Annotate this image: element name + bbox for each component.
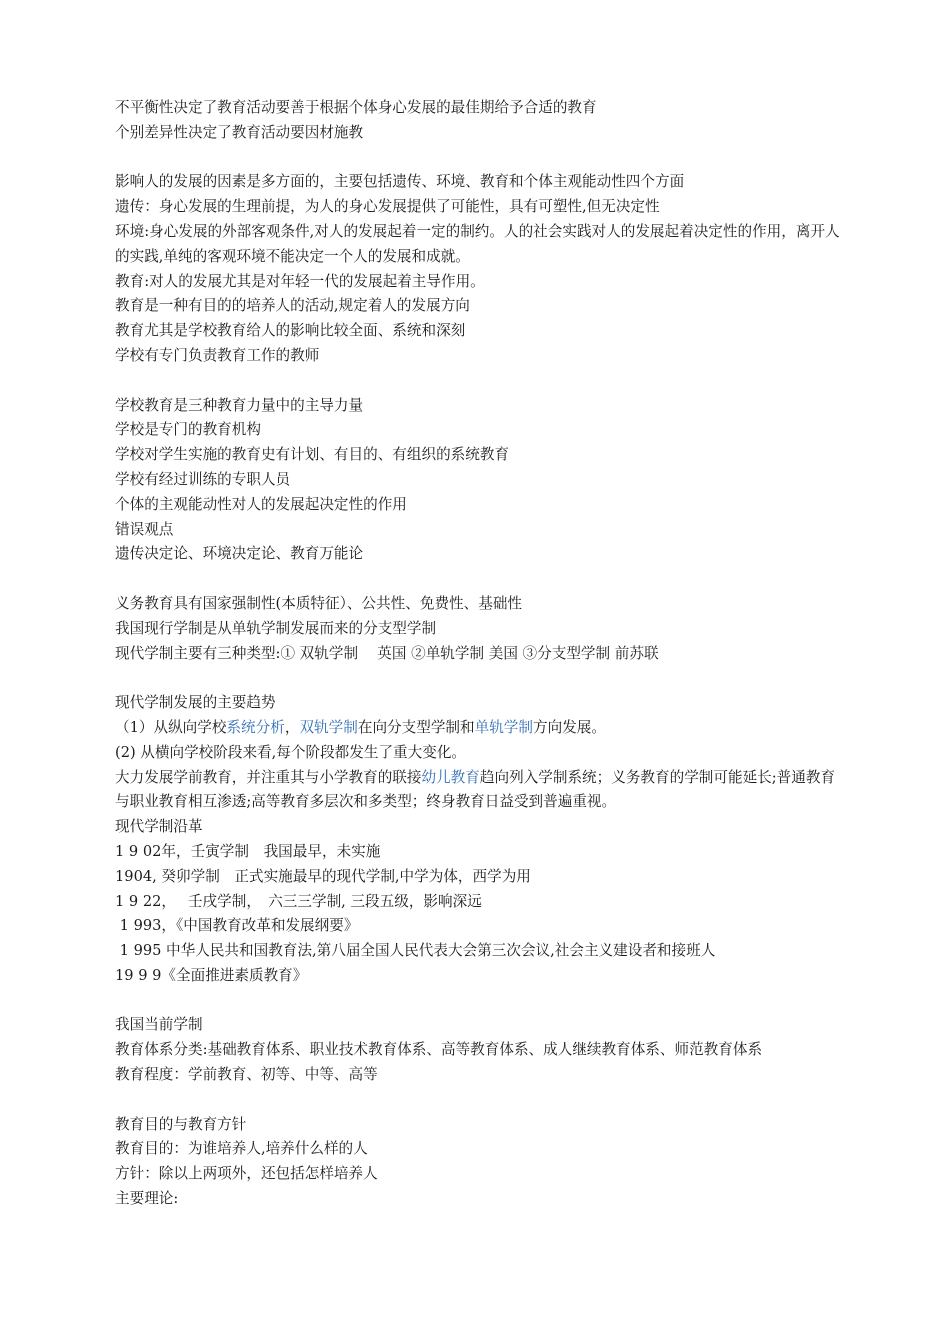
paragraph: 教育目的：为谁培养人,培养什么样的人 — [115, 1140, 368, 1158]
paragraph: 不平衡性决定了教育活动要善于根据个体身心发展的最佳期给予合适的教育 — [115, 99, 597, 116]
link-single-track-system[interactable]: 单轨学制 — [474, 718, 533, 736]
paragraph: 1904, 癸卯学制 正式实施最早的现代学制,中学为体，西学为用 — [115, 867, 531, 885]
paragraph: 我国现行学制是从单轨学制发展而来的分支型学制 — [115, 619, 437, 637]
paragraph: 学校有专门负责教育工作的教师 — [115, 346, 320, 364]
paragraph: 遗传：身心发展的生理前提，为人的身心发展提供了可能性，具有可塑性,但无决定性 — [115, 198, 660, 216]
paragraph: 教育是一种有目的的培养人的活动,规定着人的发展方向 — [115, 297, 470, 315]
paragraph-with-links — [115, 716, 840, 741]
text-run: 方向发展。 — [533, 718, 606, 736]
text-run: 大力发展学前教育，并注重其与小学教育的联接 — [115, 768, 422, 786]
text-run: （1）从纵向学校 — [115, 718, 227, 736]
paragraph: 19 9 9《全面推进素质教育》 — [115, 966, 308, 984]
blank-line — [115, 146, 840, 171]
paragraph: 学校是专门的教育机构 — [115, 421, 261, 439]
paragraph: 主要理论: — [115, 1190, 179, 1208]
paragraph: 教育:对人的发展尤其是对年轻一代的发展起着主导作用。 — [115, 272, 485, 290]
paragraph: 环境:身心发展的外部客观条件,对人的发展起着一定的制约。人的社会实践对人的发展起着决定性的作用，离开人的实践,单纯的客观环境不能决定一个人的发展和成就。 — [115, 222, 840, 265]
paragraph: 错误观点 — [115, 520, 174, 538]
paragraph: 学校有经过训练的专职人员 — [115, 470, 291, 488]
paragraph: 影响人的发展的因素是多方面的，主要包括遗传、环境、教育和个体主观能动性四个方面 — [115, 173, 685, 191]
blank-line — [115, 369, 840, 394]
link-system-analysis[interactable]: 系统分析 — [226, 718, 285, 736]
text-run: 趋向列入学制系统；义务教育的学制可能延长;普通教育与职业教育相互渗透;高等教育多层次和多类型；终身教育日益受到普遍重视。 — [115, 768, 836, 811]
paragraph-with-links — [115, 766, 840, 816]
paragraph: 现代学制发展的主要趋势 — [115, 694, 276, 712]
paragraph: 教育目的与教育方针 — [115, 1115, 247, 1133]
paragraph: 方针：除以上两项外，还包括怎样培养人 — [115, 1165, 378, 1183]
paragraph: 教育尤其是学校教育给人的影响比较全面、系统和深刻 — [115, 322, 466, 340]
blank-line — [115, 666, 840, 691]
paragraph: 我国当前学制 — [115, 1016, 203, 1034]
blank-line — [115, 989, 840, 1014]
paragraph: 现代学制沿革 — [115, 818, 203, 836]
link-dual-track-system[interactable]: 双轨学制 — [299, 718, 358, 736]
text-run: ， — [284, 718, 300, 736]
paragraph: (2) 从横向学校阶段来看,每个阶段都发生了重大变化。 — [115, 743, 467, 761]
paragraph: 教育体系分类:基础教育体系、职业技术教育体系、高等教育体系、成人继续教育体系、师范教育体系 — [115, 1041, 763, 1059]
paragraph: 学校对学生实施的教育史有计划、有目的、有组织的系统教育 — [115, 446, 510, 464]
blank-line — [115, 1088, 840, 1113]
paragraph: 义务教育具有国家强制性(本质特征）、公共性、免费性、基础性 — [115, 594, 523, 612]
text-run: 在向分支型学制和 — [357, 718, 475, 736]
link-preschool-education[interactable]: 幼儿教育 — [421, 768, 480, 786]
paragraph: 1 9 02年，壬寅学制 我国最早，未实施 — [115, 842, 381, 860]
paragraph: 教育程度：学前教育、初等、中等、高等 — [115, 1066, 378, 1084]
paragraph: 现代学制主要有三种类型:① 双轨学制 英国 ②单轨学制 美国 ③分支型学制 前苏联 — [115, 644, 659, 662]
document-page — [115, 96, 840, 1212]
paragraph: 遗传决定论、环境决定论、教育万能论 — [115, 545, 364, 563]
paragraph: 1 995 中华人民共和国教育法,第八届全国人民代表大会第三次会议,社会主义建设者和接班人 — [115, 942, 716, 960]
paragraph: 1 993，《中国教育改革和发展纲要》 — [115, 917, 359, 935]
paragraph: 学校教育是三种教育力量中的主导力量 — [115, 396, 364, 414]
paragraph: 个别差异性决定了教育活动要因材施教 — [115, 123, 364, 141]
paragraph: 个体的主观能动性对人的发展起决定性的作用 — [115, 495, 407, 513]
paragraph: 1 9 22， 壬戌学制， 六三三学制, 三段五级，影响深远 — [115, 892, 482, 910]
blank-line — [115, 567, 840, 592]
